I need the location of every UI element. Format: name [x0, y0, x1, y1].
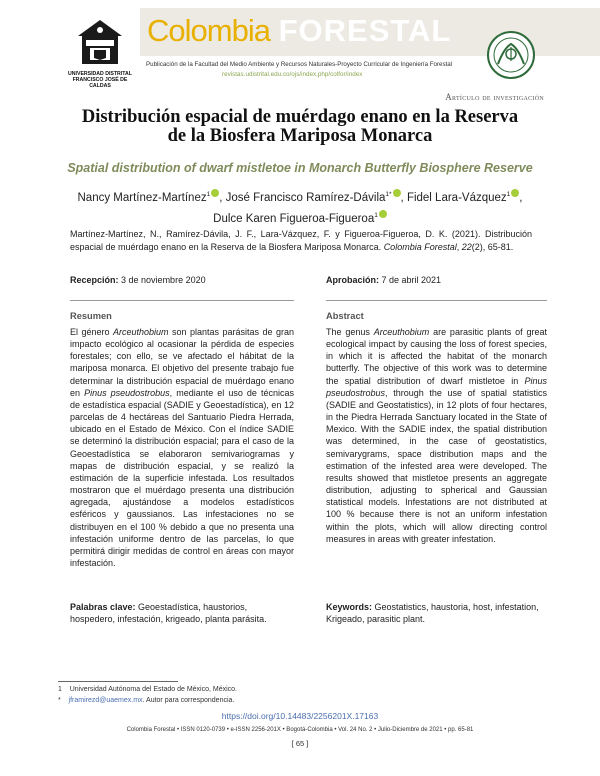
orcid-icon[interactable] — [511, 189, 519, 197]
approved-label: Aprobación: — [326, 275, 379, 285]
orcid-icon[interactable] — [393, 189, 401, 197]
author-4: Dulce Karen Figueroa-Figueroa — [213, 213, 375, 225]
resumen-body — [70, 326, 294, 569]
abstract-p2: are parasitic plants of great ecological impact by causing the loss of forest species, in which it is affected the habitat of the monarch butterfly. The objective of this work was to determine the spatial distribution of dwarf mistletoe in — [326, 327, 548, 386]
page-number: [ 65 ] — [291, 739, 309, 748]
author-list: Nancy Martínez-Martínez$^1$ , José Francisco Ramírez-Dávila$^{1*}$ , Fidel Lara-Vázquez$^1$ , Dulce Karen Figueroa-Figueroa$^1$ — [77, 191, 523, 225]
resumen-heading: Resumen — [70, 311, 112, 321]
author-1: Nancy Martínez-Martínez — [77, 192, 207, 204]
abstract-keywords — [326, 601, 547, 625]
orcid-icon[interactable] — [379, 210, 387, 218]
footnote-1-text: Universidad Autónoma del Estado de México, México. — [69, 686, 237, 693]
resumen-keywords-text: Geoestadística, haustorios, hospedero, infestación, krigeado, planta parásita. — [70, 602, 267, 625]
abstract-p3: , through the use of spatial statistics (SADIE and Geostatistics), in 12 plots of four hectares, in the Piedra Herrada Sanctuary located in the State of Mexico. With the SADIE index, the spatial distribution was determined, in the case of geostatistics, semivarygrams, space distribution maps and the estimation of the infested area were developed. The results showed that mistletoe presents an aggregate distribution, adjusting to spherical and Gaussian statistical models. Infestations are not distributed at 100 % because there is not an uniform infestation within the plots, which will allow directing control measures in areas with greater infestation. — [326, 387, 547, 544]
received-date — [70, 275, 206, 285]
article-type: Artículo de investigación — [445, 92, 544, 102]
abstract-genus: Arceuthobium — [373, 327, 430, 337]
citation-volume: 22 — [461, 242, 472, 252]
abstract-body — [326, 326, 547, 545]
doi-link[interactable]: https://doi.org/10.14483/2256201X.17163 — [221, 711, 379, 721]
author-1-mark: 1 — [206, 191, 211, 198]
citation-journal: Colombia Forestal — [383, 242, 457, 252]
received-label: Recepción: — [70, 275, 119, 285]
resumen-p3: , mediante el uso de técnicas de estadística espacial (SADIE y Geoestadística), en 12 parcelas de 4 hectáreas del Santuario Piedra Herrada, ubicado en el Estado de México. Con el índice SADIE se determinó la distribución espacial; para el caso de la Geoestadística se elaboraron semivariogramas y mapas de distribución espacial, y se realizó la estimación de la superficie infestada. Los resultados mostraron que el muérdago presenta una distribución agregada, ajustándose a modelos estadísticos esféricos y gaussianos. Las infestaciones no se distribuyen en el 100 % debido a que no presenta una infestación uniforme dentro de las parcelas, lo que permitirá dirigir medidas de control en áreas con mayor infestación. — [70, 387, 294, 568]
publication-line: Publicación de la Facultad del Medio Ambiente y Recursos Naturales-Proyecto Curricular de Ingeniería Forestal — [146, 61, 453, 68]
abstract-heading: Abstract — [326, 311, 364, 321]
citation-text: Martínez-Martínez, N., Ramírez-Dávila, J. F., Lara-Vázquez, F. y Figueroa-Figueroa, D. K. (2021). Distribución espacial de muérdago enano en la Reserva de la Biosfera Mariposa Monarca. — [70, 229, 532, 252]
resumen-keywords — [70, 601, 294, 625]
abstract-species: Pinus pseudostrobus — [326, 375, 547, 398]
journal-url[interactable]: revistas.udistrital.edu.co/ojs/index.php/colfor/index — [222, 71, 363, 78]
orcid-icon[interactable] — [211, 189, 219, 197]
brand-forestal: FORESTAL — [278, 13, 452, 48]
abstract-p1: The genus — [326, 327, 374, 337]
faculty-seal-icon — [486, 30, 536, 80]
author-4-mark: 1 — [374, 212, 378, 219]
faculty-seal — [486, 30, 536, 80]
abstract-rule — [326, 300, 547, 301]
footnote-1-mark: 1 — [58, 686, 62, 693]
resumen-p1: El género — [70, 327, 113, 337]
footnote-rule — [58, 681, 178, 682]
author-2-mark: 1* — [385, 191, 392, 198]
journal-brand — [147, 14, 451, 48]
title-english: Spatial distribution of dwarf mistletoe in Monarch Butterfly Biosphere Reserve — [67, 161, 533, 175]
resumen-species: Pinus pseudostrobus — [84, 387, 170, 398]
footnote-2-text: . Autor para correspondencia. — [142, 697, 235, 704]
abstract-keywords-label: Keywords: — [326, 602, 373, 612]
author-3: Fidel Lara-Vázquez — [406, 192, 507, 204]
corresponding-email-link[interactable]: jframirezd@uaemex.mx — [68, 697, 143, 704]
approved-date — [326, 275, 441, 285]
footnote-2 — [58, 697, 234, 704]
footnote-1 — [58, 686, 237, 693]
citation-rest: (2), 65-81. — [471, 242, 514, 252]
citation: Martínez-Martínez, N., Ramírez-Dávila, J. F., Lara-Vázquez, F. y Figueroa-Figueroa, D. K. (2021). Distribución espacial de muérdago enano en la Reserva de la Biosfera Mariposa Monarca. Colombia Forestal, 22(2), 65-81. — [70, 229, 532, 252]
received-value: 3 de noviembre 2020 — [121, 275, 206, 285]
footnote-2-mark: * — [58, 697, 61, 704]
university-seal-icon — [72, 16, 128, 70]
resumen-genus: Arceuthobium — [113, 327, 169, 337]
brand-colombia: Colombia — [147, 13, 270, 48]
university-name: UNIVERSIDAD DISTRITAL FRANCISCO JOSÉ DE CALDAS — [68, 71, 132, 89]
author-3-mark: 1 — [506, 191, 511, 198]
approved-value: 7 de abril 2021 — [381, 275, 442, 285]
title-spanish: Distribución espacial de muérdago enano en la Reserva de la Biosfera Mariposa Monarca — [81, 107, 519, 146]
resumen-keywords-label: Palabras clave: — [70, 602, 136, 612]
journal-info-line: Colombia Forestal • ISSN 0120-0739 • e-ISSN 2256-201X • Bogotá-Colombia • Vol. 24 No. 2 • Julio-Diciembre de 2021 • pp. 65-81 — [126, 727, 474, 733]
abstract-keywords-text: Geostatistics, haustoria, host, infestation, Krigeado, parasitic plant. — [326, 602, 539, 625]
university-seal — [72, 16, 128, 70]
author-2: José Francisco Ramírez-Dávila — [225, 192, 386, 204]
resumen-rule — [70, 300, 294, 301]
resumen-p2: son plantas parásitas de gran impacto ecológico al ocasionar la pérdida de especies forestales; con ello, se ve afectado el hábitat de la mariposa monarca. El objetivo del presente trabajo fue determinar la distribución espacial de muérdago enano en — [70, 327, 295, 398]
